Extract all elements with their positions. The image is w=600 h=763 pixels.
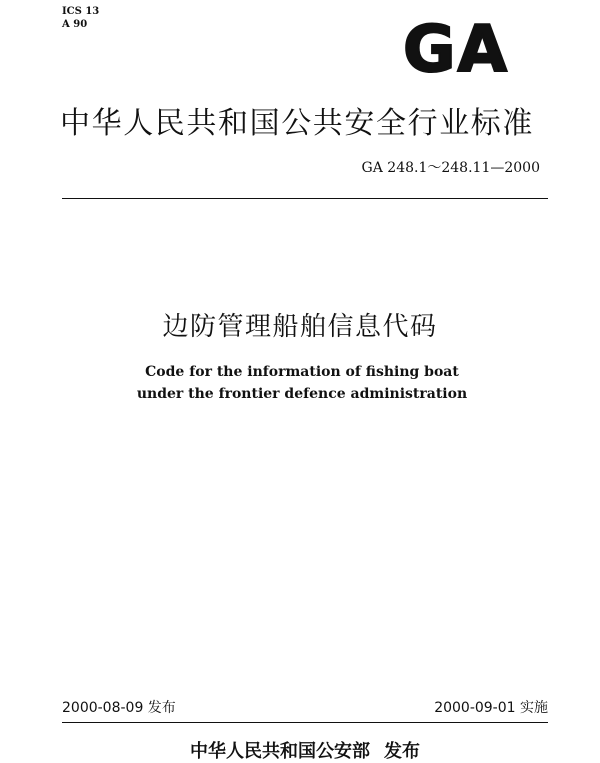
issue-date: 2000-08-09 发布 xyxy=(62,700,176,716)
standard-number: GA 248.1～248.11—2000 xyxy=(361,160,540,176)
ics-code: ICS 13 xyxy=(62,6,100,17)
standard-category-title: 中华人民共和国公共安全行业标准 xyxy=(60,106,534,141)
document-title-chinese: 边防管理船舶信息代码 xyxy=(162,312,438,342)
issuer-name: 中华人民共和国公安部 xyxy=(190,741,370,762)
document-title-english-line-1: Code for the information of fishing boat xyxy=(145,364,459,380)
issuing-authority xyxy=(0,741,600,763)
top-divider xyxy=(62,198,548,199)
issuer-label: 发布 xyxy=(384,741,420,762)
ga-logo: GA xyxy=(403,13,510,87)
document-title-english-line-2: under the frontier defence administration xyxy=(136,386,468,402)
bottom-divider xyxy=(62,722,548,723)
ccs-code: A 90 xyxy=(62,19,88,30)
implementation-date: 2000-09-01 实施 xyxy=(434,700,548,716)
